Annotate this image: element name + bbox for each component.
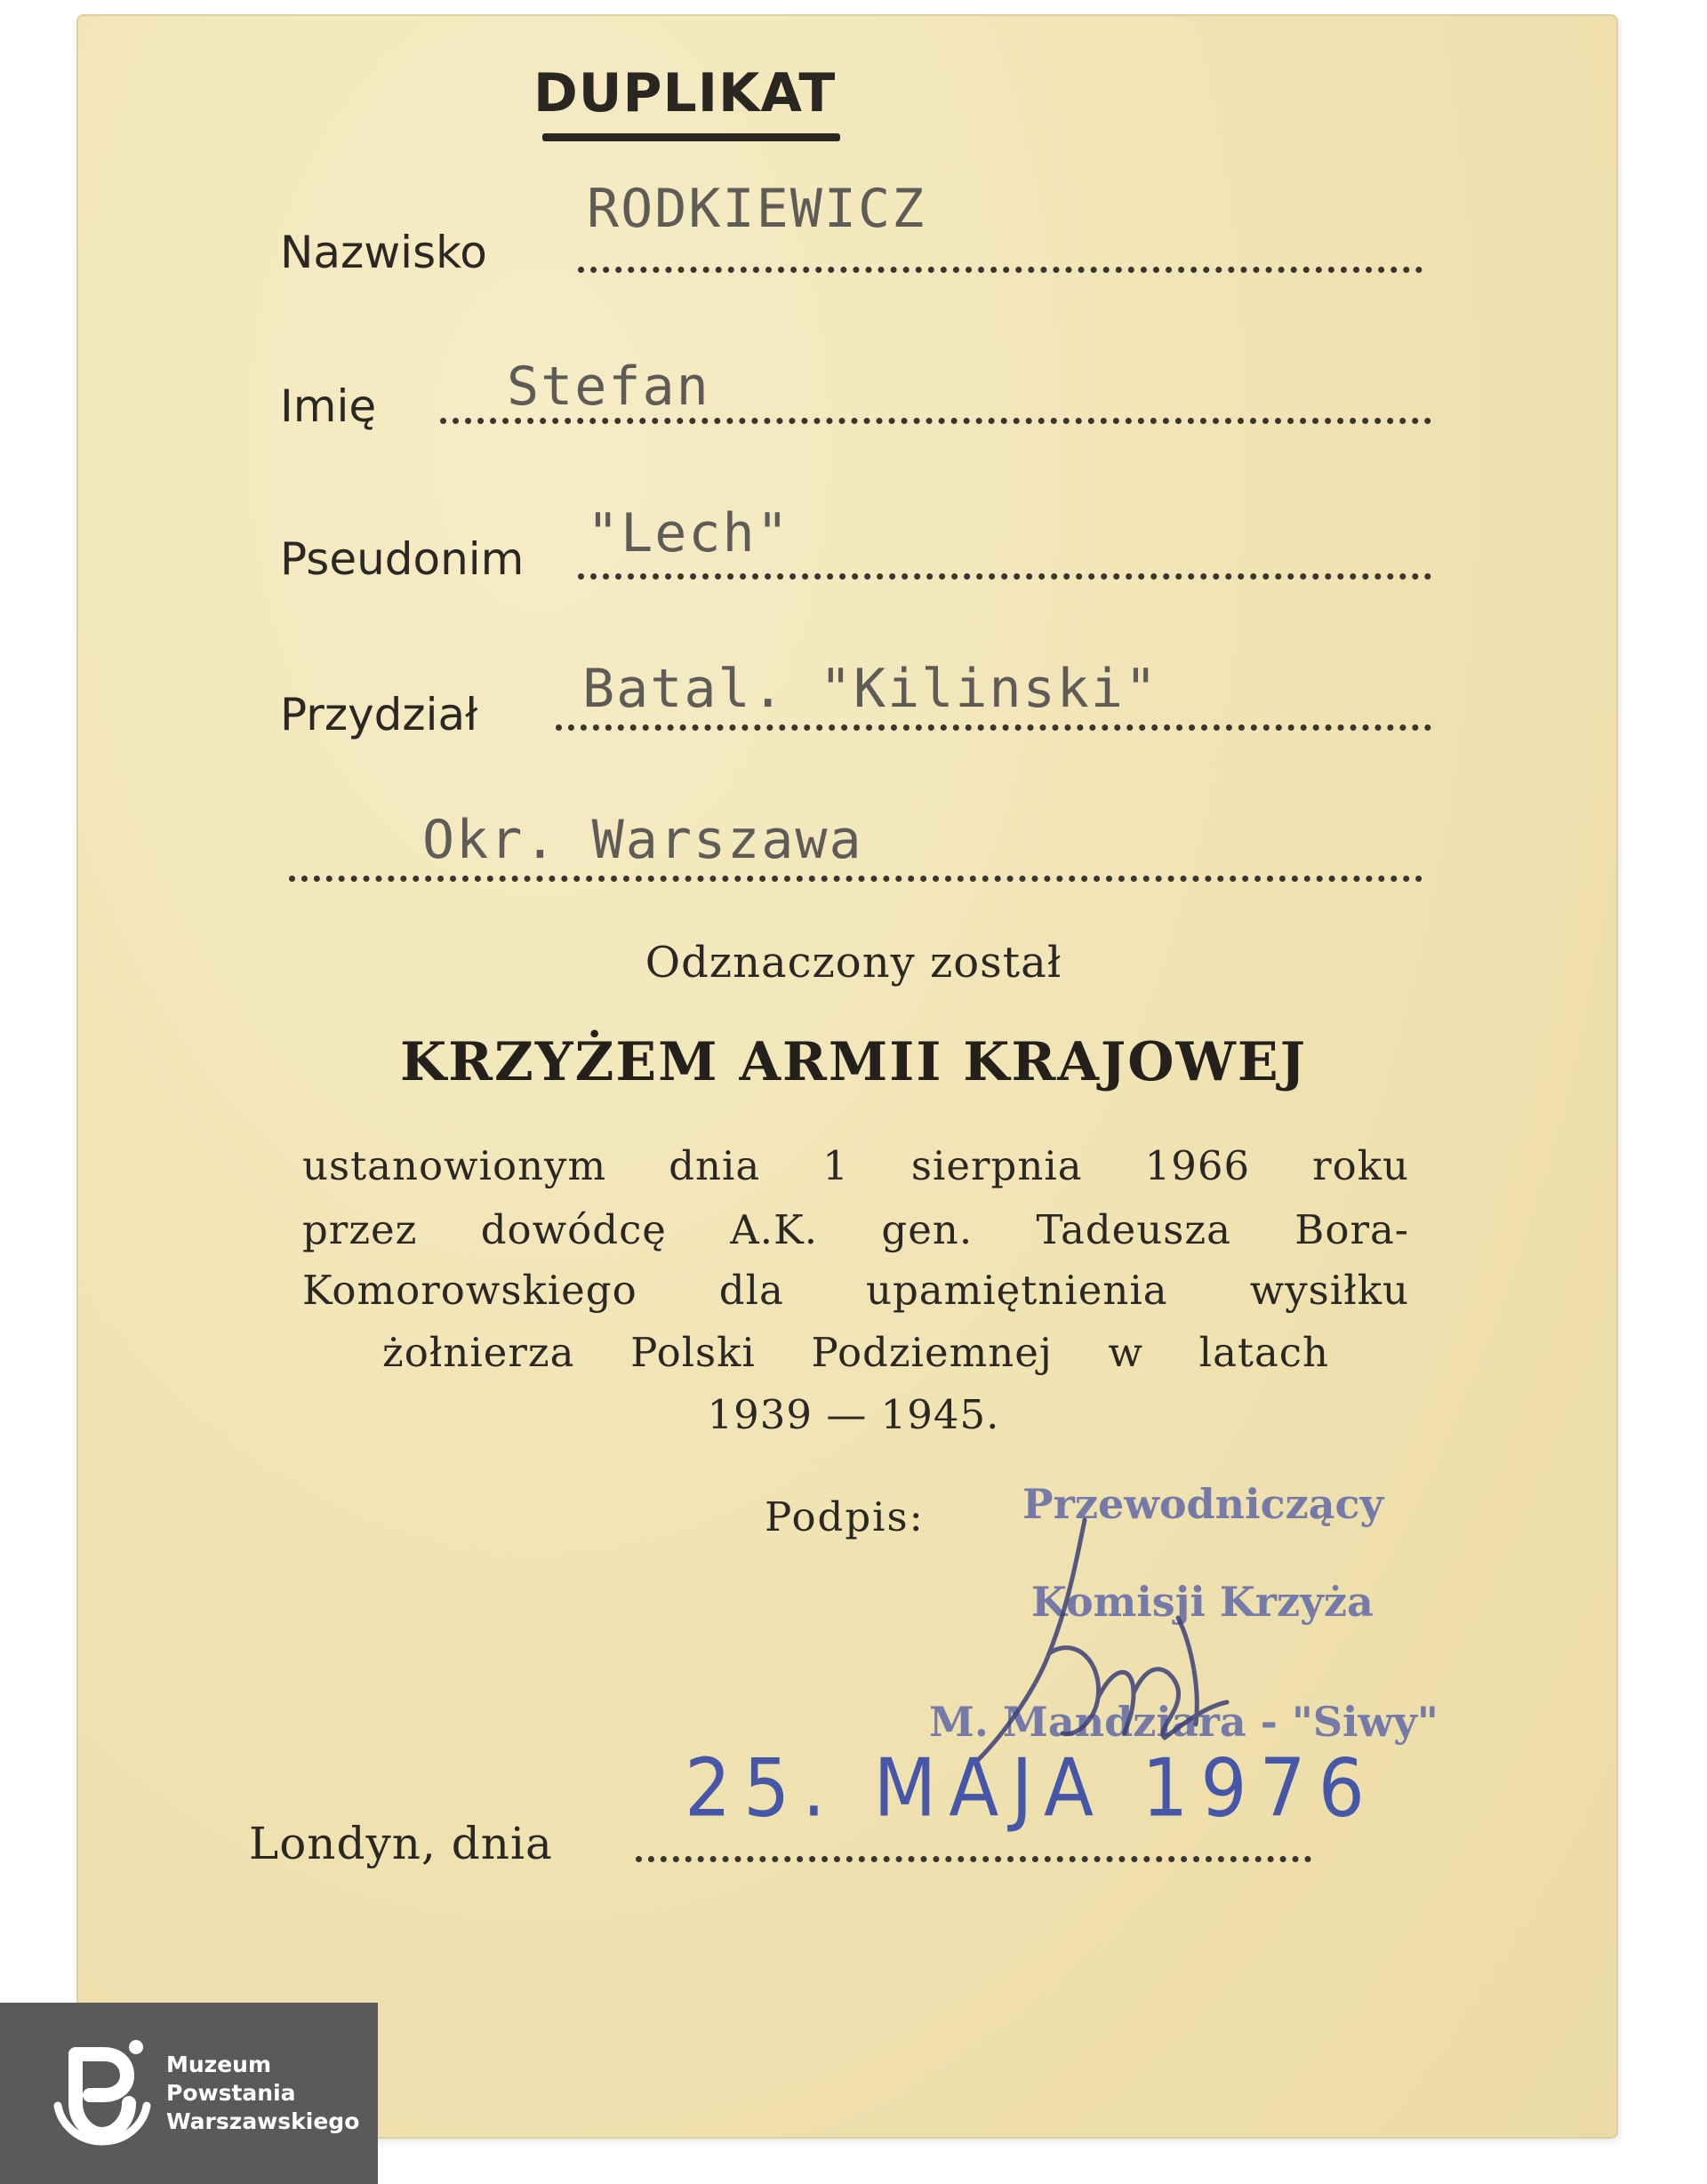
surname-value: RODKIEWICZ	[587, 178, 926, 240]
body-line-2: przez dowódcę A.K. gen. Tadeusza Bora-	[302, 1206, 1409, 1253]
signature-label: Podpis:	[765, 1493, 925, 1540]
date-dotted-line	[636, 1856, 1311, 1862]
first-name-dotted-line	[440, 418, 1431, 424]
pseudonym-value: "Lech"	[587, 502, 790, 564]
unit-dotted-line-2	[289, 876, 1422, 882]
unit-label: Przydział	[280, 689, 478, 740]
body-line-1: ustanowionym dnia 1 sierpnia 1966 roku	[302, 1142, 1409, 1189]
pseudonym-dotted-line	[578, 573, 1431, 580]
surname-dotted-line	[578, 267, 1422, 273]
title-underline	[542, 133, 840, 141]
unit-dotted-line	[556, 724, 1431, 731]
museum-logo-line-1: Muzeum	[166, 2052, 272, 2077]
museum-logo-text	[166, 2051, 359, 2136]
surname-label: Nazwisko	[280, 227, 487, 278]
award-name: KRZYŻEM ARMII KRAJOWEJ	[399, 1031, 1308, 1093]
stamp-line-1: Przewodniczący	[1022, 1480, 1384, 1528]
museum-emblem-icon	[49, 2036, 156, 2148]
first-name-label: Imię	[280, 380, 377, 432]
stamp-line-2: Komisji Krzyża	[1031, 1578, 1374, 1626]
handwritten-signature	[942, 1511, 1316, 1778]
museum-logo-watermark	[0, 2003, 378, 2184]
place-label: Londyn, dnia	[249, 1818, 553, 1869]
museum-logo-line-2: Powstania	[166, 2080, 296, 2106]
first-name-value: Stefan	[507, 356, 710, 418]
body-line-4: żołnierza Polski Podziemnej w latach	[382, 1329, 1329, 1376]
museum-logo-line-3: Warszawskiego	[166, 2108, 360, 2134]
body-line-3: Komorowskiego dla upamiętnienia wysiłku	[302, 1267, 1409, 1314]
awarded-text: Odznaczony został	[645, 938, 1062, 988]
unit-value: Batal. "Kilinski"	[582, 658, 1159, 720]
unit-value-2: Okr. Warszawa	[422, 809, 863, 871]
date-stamp: 25. MAJA 1976	[685, 1742, 1377, 1836]
years-text: 1939 — 1945.	[707, 1391, 1000, 1438]
pseudonym-label: Pseudonim	[280, 533, 525, 585]
document-title: DUPLIKAT	[533, 62, 837, 124]
stamp-line-3: M. Mandziara - "Siwy"	[929, 1698, 1439, 1746]
